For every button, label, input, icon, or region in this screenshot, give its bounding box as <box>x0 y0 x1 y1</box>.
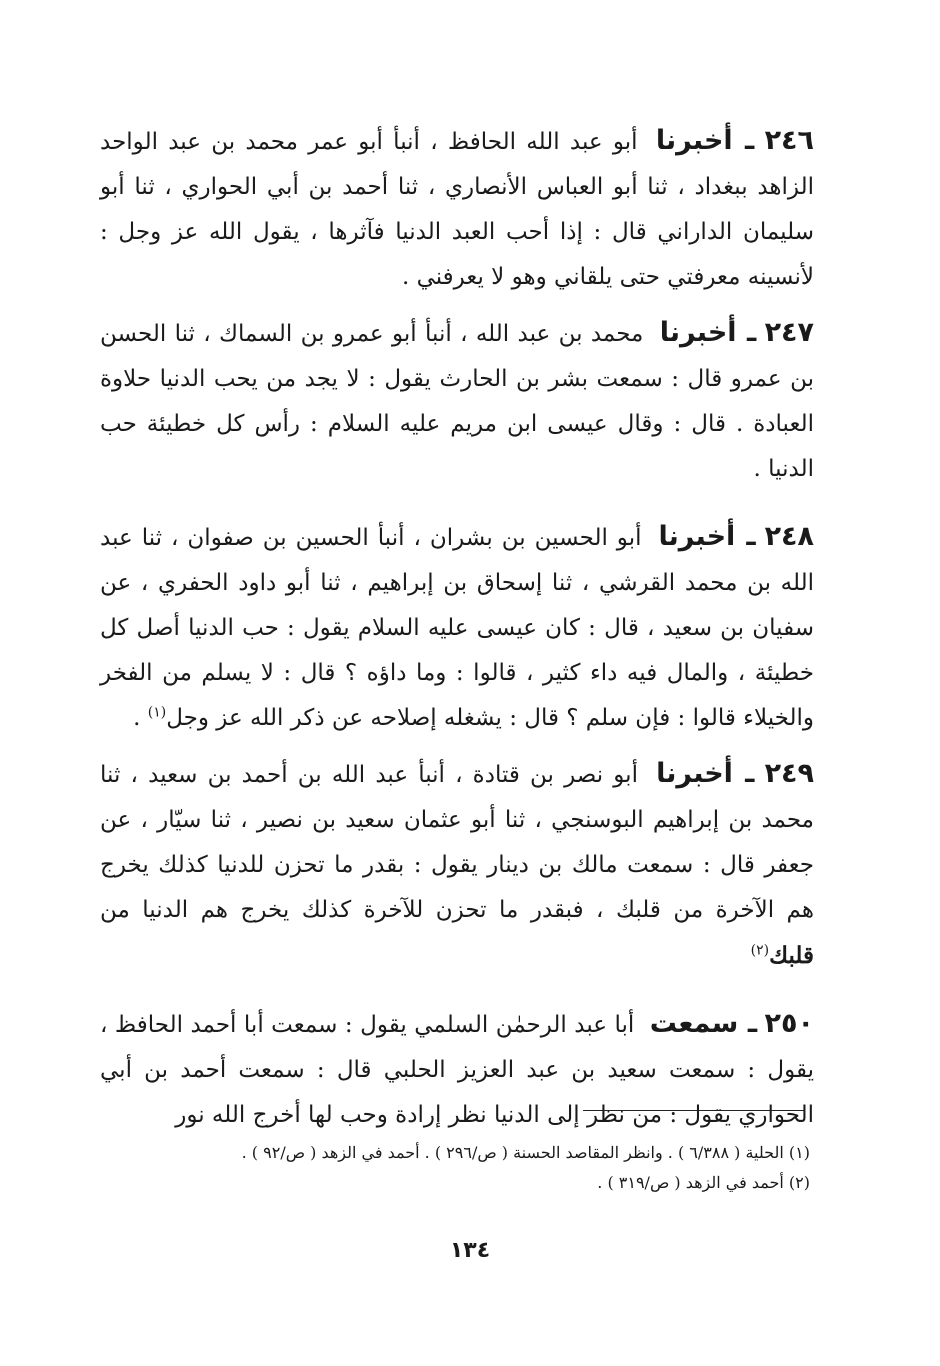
entry-lead-word: أخبرنا <box>658 521 736 552</box>
entry-lead-word: أخبرنا <box>655 125 733 156</box>
entry-dash: ـ <box>732 125 755 156</box>
entry-text: أبو عبد الله الحافظ ، أنبأ أبو عمر محمد بن عبد الواحد الزاهد ببغداد ، ثنا أبو العباس الأنصاري ، ثنا أحمد بن أبي الحواري ، ثنا أبو سليمان الداراني قال : إذا أحب العبد الدنيا فآثرها ، يقول الله عز وجل : لأنسينه معرفتي حتى يلقاني وهو لا يعرفني . <box>100 129 814 290</box>
main-text <box>100 118 814 1138</box>
entry-dash: ـ <box>738 1008 758 1039</box>
entry-dash: ـ <box>736 317 757 348</box>
entry-246 <box>100 118 814 300</box>
entry-249 <box>100 751 814 979</box>
entry-lead-word: أخبرنا <box>659 317 737 348</box>
entry-number: ٢٤٧ <box>764 317 815 348</box>
footnote-1: (١) الحلية ( ٦/٣٨٨ ) . وانظر المقاصد الحسنة ( ص/٢٩٦ ) . أحمد في الزهد ( ص/٩٢ ) . <box>241 1143 810 1162</box>
entry-number: ٢٤٨ <box>764 521 815 552</box>
entry-247 <box>100 310 814 492</box>
entry-tail: . <box>133 705 148 731</box>
entry-248 <box>100 514 814 741</box>
entry-lead-word: أخبرنا <box>656 758 733 789</box>
entry-dash: ـ <box>732 758 755 789</box>
entry-dash: ـ <box>735 521 756 552</box>
entry-end-word: قلبك <box>769 942 814 969</box>
page-number: ١٣٤ <box>449 1238 491 1263</box>
entry-text: أبو الحسين بن بشران ، أنبأ الحسين بن صفوان ، ثنا عبد الله بن محمد القرشي ، ثنا إسحاق بن إبراهيم ، ثنا أبو داود الحفري ، عن سفيان بن سعيد ، قال : كان عيسى عليه السلام يقول : حب الدنيا أصل كل خطيئة ، والمال فيه داء كثير ، قالوا : وما داؤه ؟ قال : لا يسلم من الفخر والخيلاء قالوا : فإن سلم ؟ قال : يشغله إصلاحه عن ذكر الله عز وجل <box>100 525 814 731</box>
entry-number: ٢٤٦ <box>764 125 815 156</box>
entry-250 <box>100 1001 814 1138</box>
entry-text: أبا عبد الرحمٰن السلمي يقول : سمعت أبا أحمد الحافظ ، يقول : سمعت سعيد بن عبد العزيز الحلبي قال : سمعت أحمد بن أبي الحواري يقول : من نظر إلى الدنيا نظر إرادة وحب لها أخرج الله نور <box>100 1012 814 1128</box>
entry-text: محمد بن عبد الله ، أنبأ أبو عمرو بن السماك ، ثنا الحسن بن عمرو قال : سمعت بشر بن الحارث يقول : لا يجد من يحب الدنيا حلاوة العبادة . قال : وقال عيسى ابن مريم عليه السلام : رأس كل خطيئة حب الدنيا . <box>100 321 814 482</box>
footnote-ref-2: (٢) <box>750 942 770 959</box>
entry-lead-word: سمعت <box>649 1008 739 1039</box>
footnote-divider <box>583 1110 805 1111</box>
entry-text: أبو نصر بن قتادة ، أنبأ عبد الله بن أحمد بن سعيد ، ثنا محمد بن إبراهيم البوسنجي ، ثنا أبو عثمان سعيد بن نصير ، ثنا سيّار ، عن جعفر قال : سمعت مالك بن دينار يقول : بقدر ما تحزن للدنيا كذلك يخرج هم الآخرة من قلبك ، فبقدر ما تحزن للآخرة كذلك يخرج هم الدنيا من <box>100 762 814 923</box>
footnote-ref-1: (١) <box>147 704 167 721</box>
footnotes <box>100 1138 810 1198</box>
entry-number: ٢٤٩ <box>764 758 815 789</box>
footnote-2: (٢) أحمد في الزهد ( ص/٣١٩ ) . <box>597 1173 810 1192</box>
entry-number: ٢٥٠ <box>764 1008 814 1039</box>
